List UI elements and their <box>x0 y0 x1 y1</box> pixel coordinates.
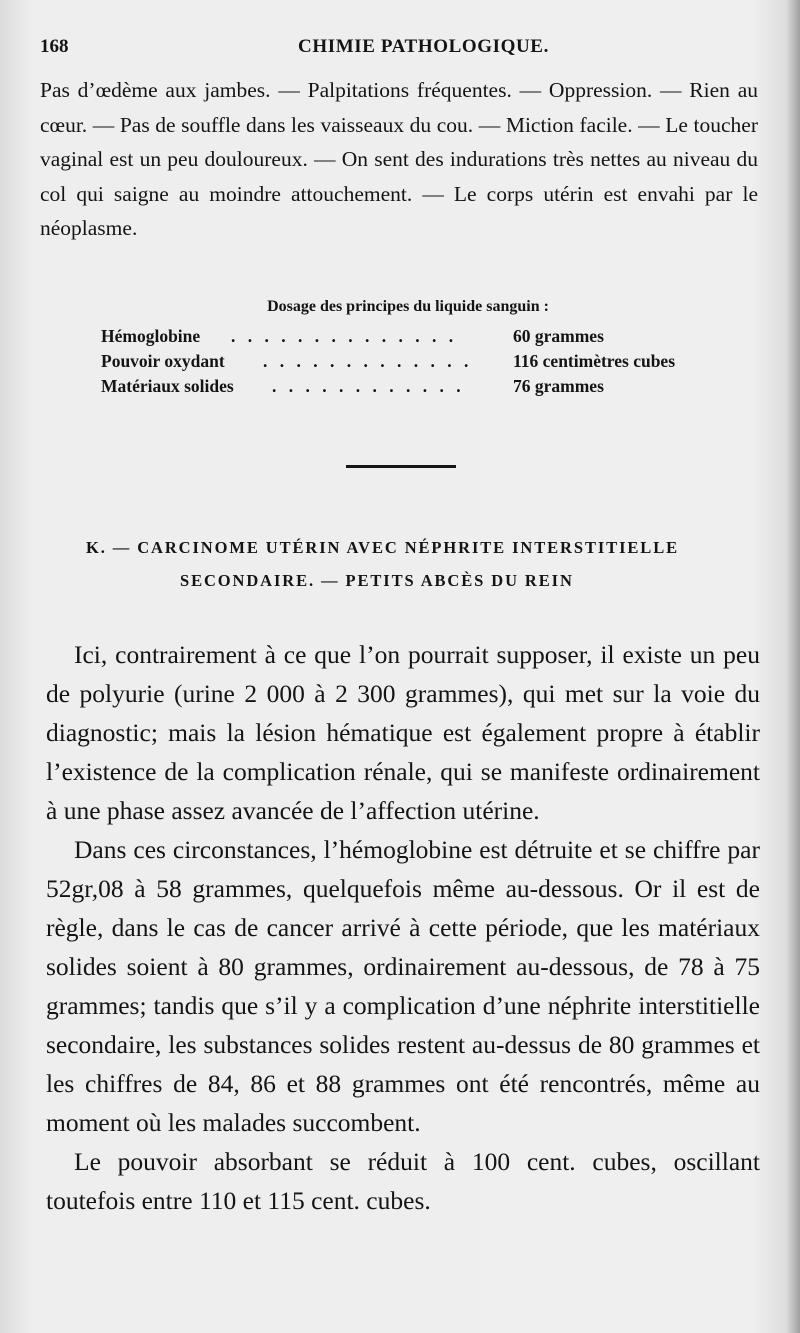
section-heading-line2: SECONDAIRE. — PETITS ABCÈS DU REIN <box>180 571 574 590</box>
dosage-value: 76 grammes <box>513 376 604 396</box>
dosage-value: 116 centimètres cubes <box>513 351 676 371</box>
page-number: 168 <box>40 36 69 57</box>
body-paragraph-1: Ici, contrairement à ce que l’on pourrait supposer, il existe un peu de polyurie (urine 2 000 à 2 300 grammes), qui met sur la voie du diagnostic; mais la lésion hématique est également propre à établir l’existence de la complication rénale, qui se manifeste ordinairement à une phase assez avancée de l’affection utérine. <box>46 640 760 825</box>
body-text <box>46 635 760 1220</box>
section-divider <box>346 465 456 468</box>
leader-dots: . . . . . . . . . . . . <box>272 376 465 396</box>
leader-dots: . . . . . . . . . . . . . . <box>231 326 458 346</box>
dosage-name: Pouvoir oxydant <box>101 351 225 371</box>
page-edge-shadow <box>786 0 800 1333</box>
dosage-row-pouvoir-oxydant <box>101 349 721 374</box>
dosage-row-hemoglobine <box>101 324 721 349</box>
case-intro-text <box>40 73 758 246</box>
dosage-table <box>101 324 721 399</box>
case-intro-paragraph: Pas d’œdème aux jambes. — Palpitations fréquentes. — Oppression. — Rien au cœur. — Pas de souffle dans les vaisseaux du cou. — Miction facile. — Le toucher vaginal est un peu douloureux. — On sent des indurations très nettes au niveau du col qui saigne au moindre attouchement. — Le corps utérin est envahi par le néoplasme. <box>40 78 758 240</box>
leader-dots: . . . . . . . . . . . . . <box>263 351 473 371</box>
section-heading-line1: K. — CARCINOME UTÉRIN AVEC NÉPHRITE INTERSTITIELLE <box>86 538 680 557</box>
dosage-value: 60 grammes <box>513 326 604 346</box>
dosage-name: Hémoglobine <box>101 326 201 346</box>
body-paragraph-2: Dans ces circonstances, l’hémoglobine est détruite et se chiffre par 52gr,08 à 58 grammes, quelquefois même au-dessous. Or il est de règle, dans le cas de cancer arrivé à cette période, que les matériaux solides soient à 80 grammes, ordinairement au-dessous, de 78 à 75 grammes; tandis que s’il y a complication d’une néphrite interstitielle secondaire, les substances solides restent au-dessus de 80 grammes et les chiffres de 84, 86 et 88 grammes ont été rencontrés, même au moment où les malades succombent. <box>46 835 760 1137</box>
dosage-heading: Dosage des principes du liquide sanguin : <box>267 298 549 315</box>
dosage-row-materiaux-solides <box>101 374 721 399</box>
body-paragraph-3: Le pouvoir absorbant se réduit à 100 cent. cubes, oscillant toutefois entre 110 et 115 cent. cubes. <box>46 1147 760 1215</box>
running-head <box>40 36 770 64</box>
dosage-name: Matériaux solides <box>101 376 234 396</box>
running-title: CHIMIE PATHOLOGIQUE. <box>298 36 549 57</box>
